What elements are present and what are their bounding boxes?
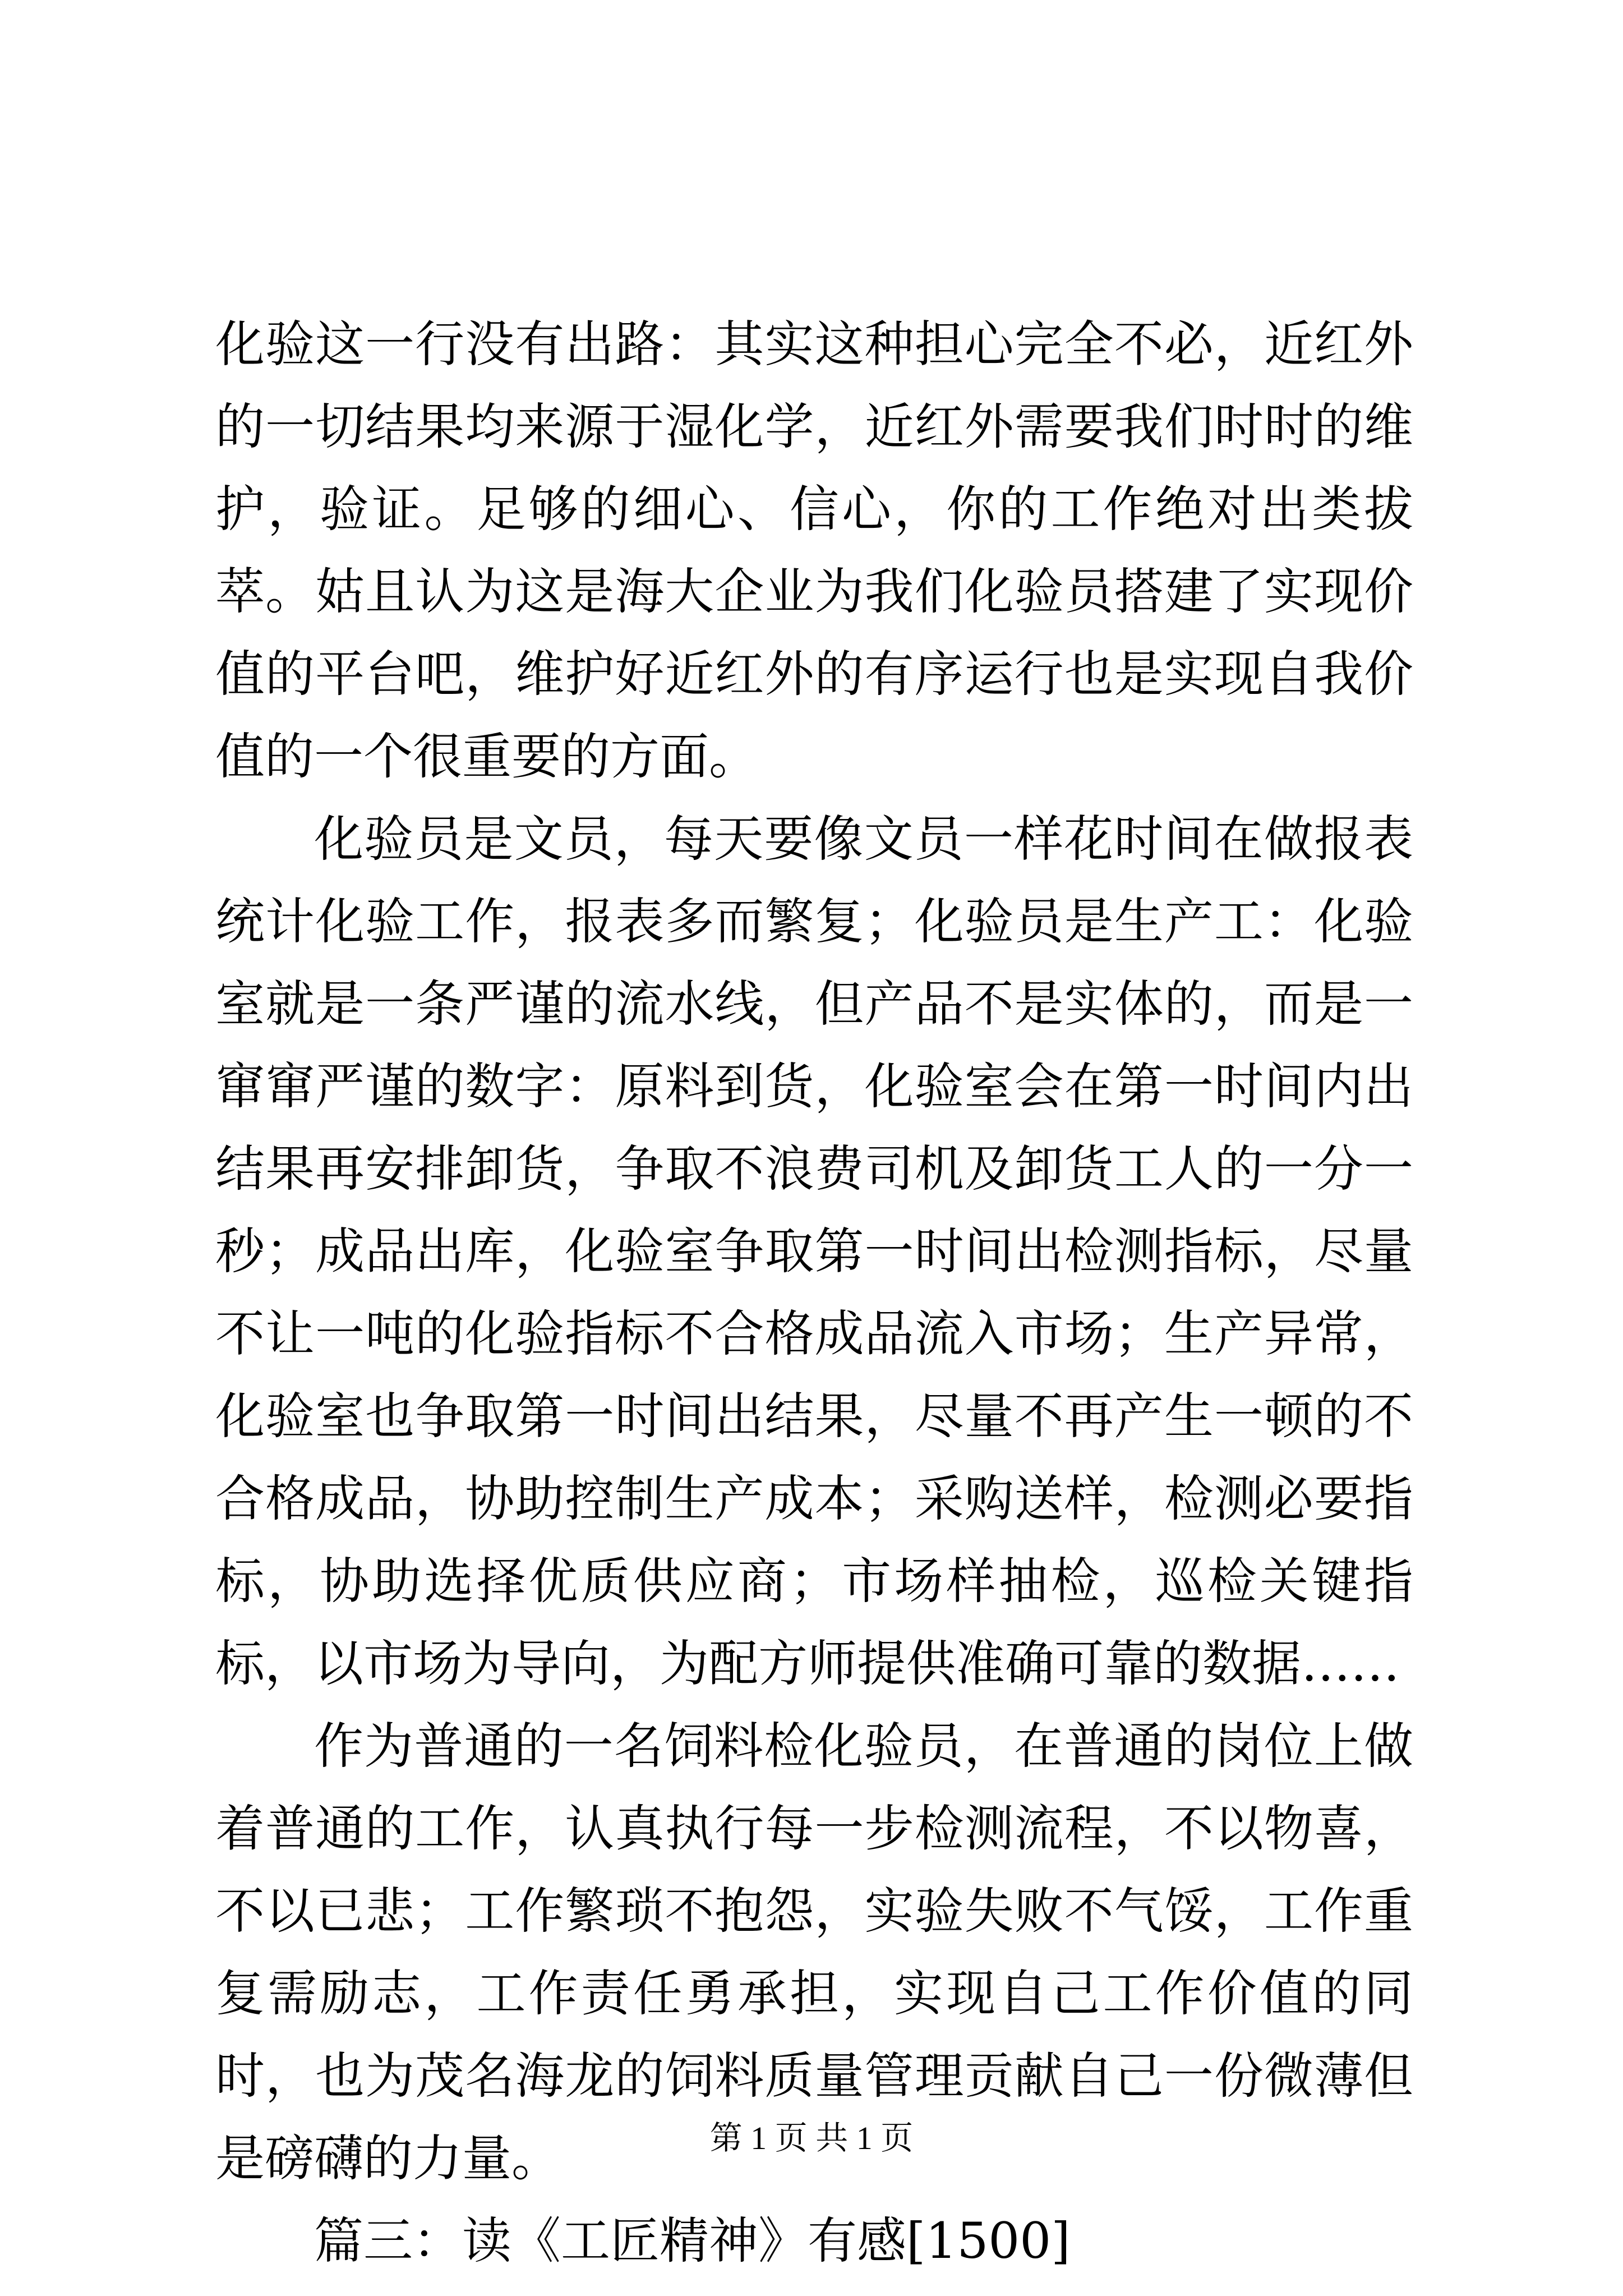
document-body — [215, 303, 1413, 2282]
paragraph-3: 作为普通的一名饲料检化验员，在普通的岗位上做着普通的工作，认真执行每一步检测流程，不以物喜，不以已悲；工作繁琐不抱怨，实验失败不气馁，工作重复需励志，工作责任勇承担，实现自己工作价值的同时，也为茂名海龙的饲料质量管理贡献自己一份微薄但是磅礴的力量。 — [215, 1717, 1413, 2187]
paragraph-1: 化验这一行没有出路：其实这种担心完全不必，近红外的一切结果均来源于湿化学，近红外需要我们时时的维护，验证。足够的细心、信心，你的工作绝对出类拔萃。姑且认为这是海大企业为我们化验员搭建了实现价值的平台吧，维护好近红外的有序运行也是实现自我价值的一个很重要的方面。 — [215, 315, 1413, 785]
paragraph-2: 化验员是文员，每天要像文员一样花时间在做报表统计化验工作，报表多而繁复；化验员是生产工：化验室就是一条严谨的流水线，但产品不是实体的，而是一窜窜严谨的数字：原料到货，化验室会在第一时间内出结果再安排卸货，争取不浪费司机及卸货工人的一分一秒；成品出库，化验室争取第一时间出检测指标，尽量不让一吨的化验指标不合格成品流入市场；生产异常，化验室也争取第一时间出结果，尽量不再产生一顿的不合格成品，协助控制生产成本；采购送样，检测必要指标，协助选择优质供应商；市场样抽检，巡检关键指标，以市场为导向，为配方师提供准确可靠的数据…… — [215, 810, 1413, 1692]
page-footer — [0, 2116, 1623, 2161]
section-heading: 篇三：读《工匠精神》有感[1500] — [314, 2212, 1071, 2270]
page-number-label: 第 1 页 共 1 页 — [709, 2120, 914, 2156]
